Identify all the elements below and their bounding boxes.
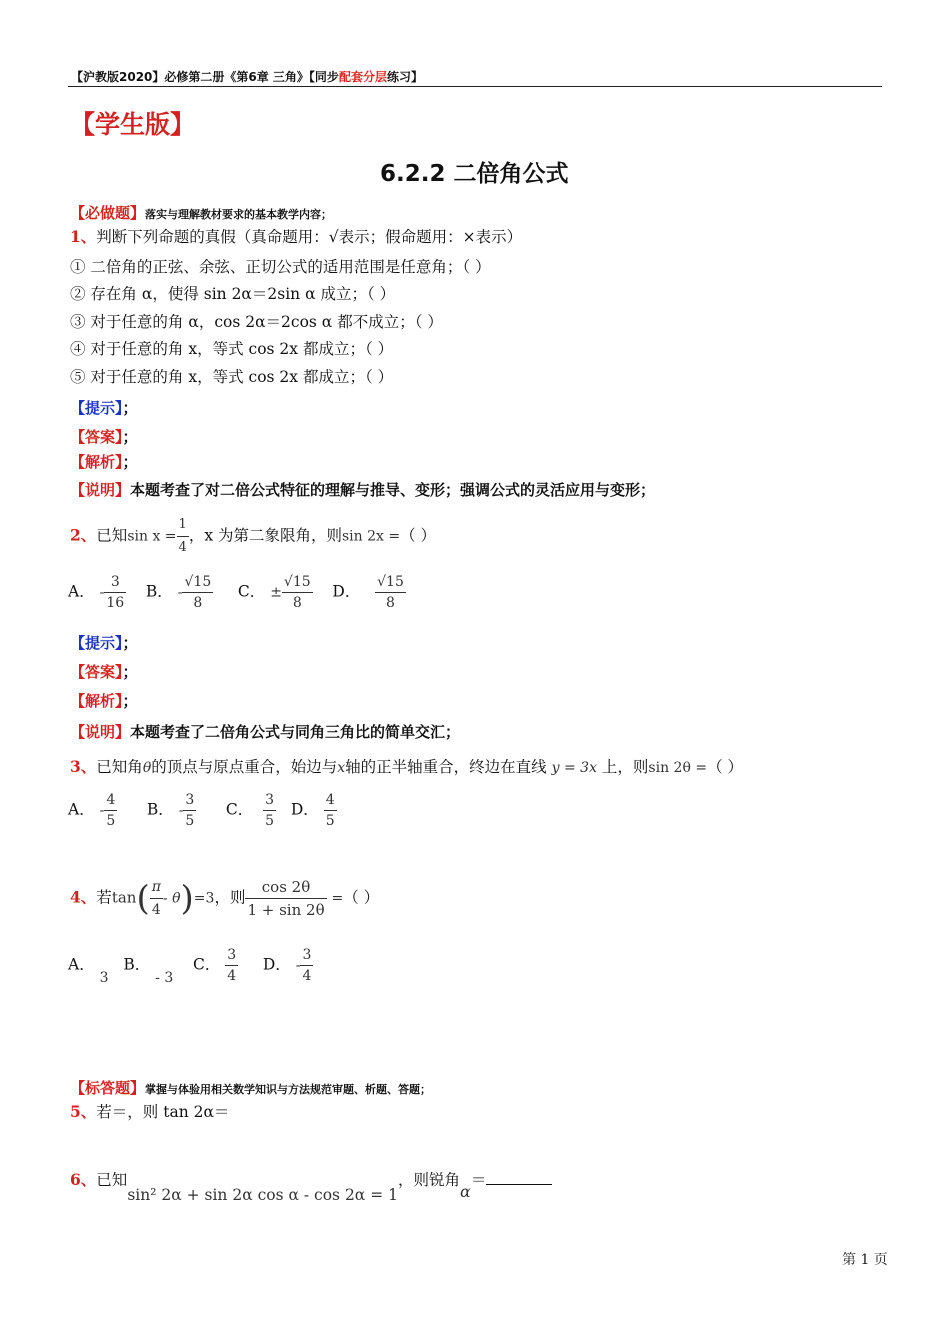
q4-opt-a: A． xyxy=(68,955,95,974)
header-text-highlight: 配套分层 xyxy=(338,70,387,84)
q3-opt-a-sign: - xyxy=(99,802,105,819)
section-required xyxy=(70,202,332,223)
q2-opt-b-num: √15 xyxy=(184,574,212,590)
q4-opt-c: C． xyxy=(192,955,221,974)
q2-opt-c-den: 8 xyxy=(282,592,313,613)
q2-hint-label: 【提示】 xyxy=(70,634,123,652)
q1-hint-semi: ； xyxy=(122,399,138,417)
q4-opt-a-val: 3 xyxy=(99,969,109,986)
q4-eq3: =3 xyxy=(193,890,215,907)
q4-pi: π xyxy=(151,879,161,895)
q3-opt-d: D． xyxy=(290,800,319,819)
q5-stem xyxy=(70,1100,229,1122)
q3-opt-c-frac xyxy=(263,790,276,831)
q4-ze: ，则 xyxy=(214,888,246,907)
q3-opt-b-sign: - xyxy=(178,802,184,819)
section-required-desc: 落实与理解教材要求的基本教学内容； xyxy=(145,208,333,221)
q3-opt-a-frac xyxy=(104,790,117,831)
q4-four: 4 xyxy=(150,898,163,921)
q3-opt-a: A． xyxy=(68,800,95,819)
q3-theta: θ xyxy=(142,760,152,776)
q3-text2: 的顶点与原点重合，始边与 xyxy=(151,758,338,776)
q3-opt-c: C． xyxy=(225,800,254,819)
q2-hint xyxy=(70,632,138,653)
page-title: 6.2.2 二倍角公式 xyxy=(380,161,569,187)
q3-opt-b-frac xyxy=(183,790,196,831)
q2-pre: 已知 xyxy=(96,526,128,545)
q4-opt-c-frac xyxy=(225,945,238,986)
q6-eq: ＝ xyxy=(470,1171,487,1189)
q5-number: 5、 xyxy=(70,1102,97,1121)
q1-item-5: ⑤ 对于任意的角 x，等式 cos 2x 都成立；（ ） xyxy=(70,368,394,386)
q2-note-text: 本题考查了二倍角公式与同角三角比的简单交汇； xyxy=(130,723,461,741)
q2-options xyxy=(68,572,406,613)
q3-opt-b-den: 5 xyxy=(183,810,196,831)
q2-opt-a-num: 3 xyxy=(110,574,120,590)
q2-opt-a-sign: - xyxy=(99,584,105,601)
q2-mid: ，x 为第二象限角，则 xyxy=(188,526,342,545)
q1-answer-semi: ； xyxy=(122,428,138,446)
q6-expr: sin² 2α + sin 2α cos α - cos 2α = 1 xyxy=(127,1186,398,1204)
q3-number: 3、 xyxy=(70,757,97,776)
q2-hint-semi: ； xyxy=(122,634,138,652)
header-text-3: 练习】 xyxy=(386,70,423,84)
q4-opt-c-den: 4 xyxy=(225,965,238,986)
q3-opt-a-num: 4 xyxy=(106,792,116,808)
q3-paren: （ ） xyxy=(707,758,744,776)
q2-opt-b-frac xyxy=(182,572,213,613)
q4-main-num: cos 2θ xyxy=(261,878,311,896)
q2-answer-semi: ； xyxy=(122,663,138,681)
q2-opt-b-den: 8 xyxy=(182,592,213,613)
q3-text4: 上，则 xyxy=(601,758,649,776)
section-required-label: 【必做题】 xyxy=(70,204,146,222)
q2-opt-c-frac xyxy=(282,572,313,613)
q2-frac-num: 1 xyxy=(178,517,187,532)
header-text-1: 【沪教版2020】必修第二册《第6章 三角》【同步 xyxy=(71,70,339,84)
q4-opt-d-den: 4 xyxy=(300,965,313,986)
q2-opt-d-den: 8 xyxy=(375,592,406,613)
section-standard-desc: 掌握与体验用相关数学知识与方法规范审题、析题、答题； xyxy=(145,1083,432,1096)
q2-opt-a: A． xyxy=(68,582,95,601)
section-standard xyxy=(70,1077,431,1098)
q1-analysis-label: 【解析】 xyxy=(70,453,123,471)
q2-number: 2、 xyxy=(70,525,97,545)
q2-paren: （ ） xyxy=(400,526,437,545)
section-standard-label: 【标答题】 xyxy=(70,1079,146,1097)
q2-stem xyxy=(70,514,436,559)
q2-note xyxy=(70,721,460,742)
q4-opt-b-val: - 3 xyxy=(155,969,174,986)
q3-text1: 已知角 xyxy=(96,758,143,776)
q1-analysis-semi: ； xyxy=(122,453,138,471)
q1-hint-label: 【提示】 xyxy=(70,399,123,417)
q2-opt-b: B． xyxy=(145,582,173,601)
q6-pre: 已知 xyxy=(96,1171,128,1189)
q2-opt-b-sign: - xyxy=(177,584,183,601)
q1-item-3: ③ 对于任意的角 α，cos 2α＝2cos α 都不成立；（ ） xyxy=(70,313,443,331)
q2-fraction xyxy=(177,514,189,559)
q1-number: 1、 xyxy=(70,227,97,246)
q2-opt-c: C． xyxy=(237,582,266,601)
q2-sinx: sin x = xyxy=(127,528,177,545)
q1-stem-text: 判断下列命题的真假（真命题用：√表示；假命题用：×表示） xyxy=(96,228,523,246)
q1-analysis xyxy=(70,451,138,472)
student-version-label: 【学生版】 xyxy=(70,110,196,139)
q4-pi-frac xyxy=(150,876,163,921)
q1-answer-label: 【答案】 xyxy=(70,428,123,446)
q4-opt-d-sign: - xyxy=(295,957,301,974)
q6-post: ，则锐角 xyxy=(397,1171,460,1189)
q1-note-text: 本题考查了对二倍公式特征的理解与推导、变形；强调公式的灵活应用与变形； xyxy=(130,481,656,499)
q2-frac-den: 4 xyxy=(177,536,189,559)
q1-note-label: 【说明】 xyxy=(70,481,131,499)
q6-number: 6、 xyxy=(70,1170,97,1189)
q2-answer xyxy=(70,661,138,682)
q2-opt-d: D． xyxy=(332,582,361,601)
q4-eq: = xyxy=(331,890,344,907)
q1-item-2: ② 存在角 α，使得 sin 2α＝2sin α 成立；（ ） xyxy=(70,285,396,303)
q3-sin2t: sin 2θ = xyxy=(648,760,708,776)
q6-alpha: α xyxy=(460,1182,471,1201)
q3-opt-c-num: 3 xyxy=(265,792,275,808)
q2-answer-label: 【答案】 xyxy=(70,663,123,681)
q4-opt-b: B． xyxy=(123,955,151,974)
q1-stem xyxy=(70,225,522,247)
q4-paren: （ ） xyxy=(343,888,380,907)
q2-opt-a-frac xyxy=(104,572,126,613)
q4-minus-theta: - θ xyxy=(162,890,181,907)
running-header xyxy=(71,68,423,85)
q4-stem: 4、若tan( $\frac{\pi}{4}$ - θ)=3，则 $\frac{\cos 2\theta}{1 + \sin 2\theta}$ =（ ） xyxy=(70,878,380,919)
q4-number: 4、 xyxy=(70,887,97,907)
q6-answer-blank[interactable] xyxy=(486,1170,552,1185)
q6-stem xyxy=(70,1168,552,1204)
header-divider xyxy=(68,86,882,87)
q2-note-label: 【说明】 xyxy=(70,723,131,741)
q4-main-den: 1 + sin 2θ xyxy=(245,898,326,921)
q2-opt-d-num: √15 xyxy=(377,574,404,590)
q4-opt-c-num: 3 xyxy=(227,947,237,963)
q3-opt-a-den: 5 xyxy=(104,810,117,831)
q3-stem xyxy=(70,755,743,777)
page-number: 第 1 页 xyxy=(842,1252,888,1268)
q4-main-frac xyxy=(245,876,326,921)
q5-text: 若＝，则 tan 2α＝ xyxy=(96,1103,230,1121)
q1-hint xyxy=(70,397,138,418)
q3-opt-b-num: 3 xyxy=(185,792,195,808)
q2-analysis-semi: ； xyxy=(122,692,138,710)
q2-opt-c-num: √15 xyxy=(283,574,311,590)
q2-opt-a-den: 16 xyxy=(104,592,126,613)
q2-opt-c-sign: ± xyxy=(270,584,282,601)
q2-analysis-label: 【解析】 xyxy=(70,692,123,710)
q3-options xyxy=(68,790,337,831)
q3-opt-c-den: 5 xyxy=(263,810,276,831)
q4-opt-d-frac xyxy=(300,945,313,986)
q4-ruo: 若 xyxy=(96,888,112,907)
q3-opt-d-num: 4 xyxy=(325,792,335,808)
q3-opt-d-den: 5 xyxy=(324,810,337,831)
q3-line: y = 3x xyxy=(551,760,597,776)
q4-tan: tan xyxy=(111,888,137,907)
q4-options xyxy=(68,945,313,986)
q4-opt-d: D． xyxy=(262,955,291,974)
q3-text3: 轴的正半轴重合，终边在直线 xyxy=(345,758,547,776)
q3-x: x xyxy=(337,760,346,776)
q1-answer xyxy=(70,426,138,447)
q1-note xyxy=(70,479,655,500)
q1-item-4: ④ 对于任意的角 x，等式 cos 2x 都成立；（ ） xyxy=(70,340,394,358)
q1-item-1: ① 二倍角的正弦、余弦、正切公式的适用范围是任意角；（ ） xyxy=(70,258,491,276)
q2-opt-d-frac xyxy=(375,572,406,613)
q3-opt-b: B． xyxy=(146,800,174,819)
q2-sin2x: sin 2x = xyxy=(341,528,401,545)
q4-opt-d-num: 3 xyxy=(302,947,312,963)
q2-analysis xyxy=(70,690,138,711)
q3-opt-d-frac xyxy=(324,790,337,831)
